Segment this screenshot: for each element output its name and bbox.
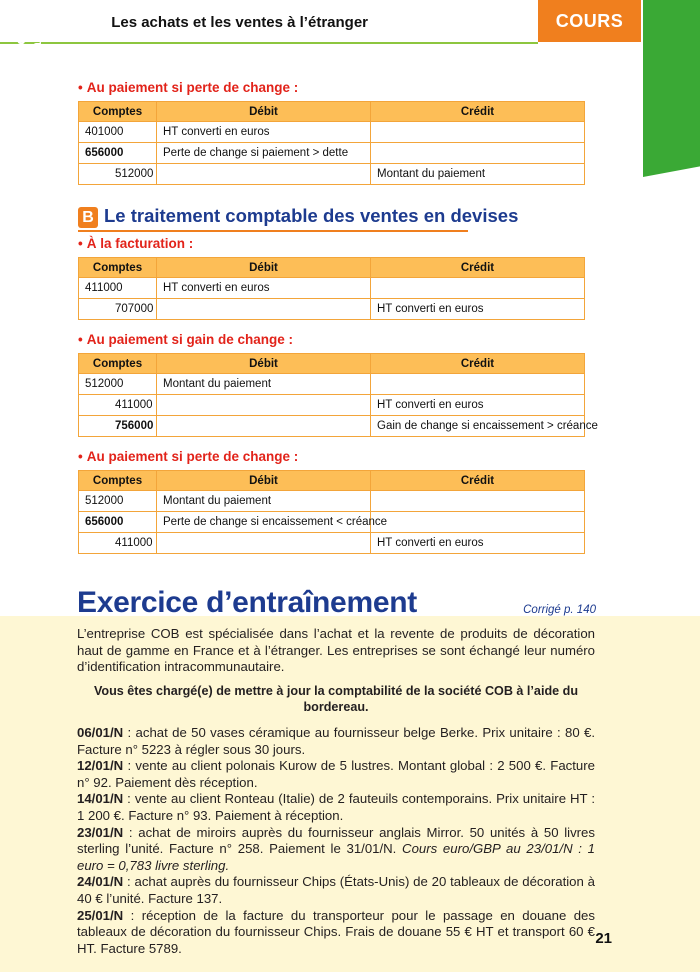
cell-compte: 411000 — [79, 395, 157, 416]
side-tab — [643, 0, 700, 177]
section-label-perte-achat — [78, 80, 298, 95]
entry-text: : achat de 50 vases céramique au fournisseur belge Berke. Prix unitaire : 80 €. Facture n° 5223 à régler sous 30 jours. — [77, 724, 595, 757]
bullet-icon: • — [78, 449, 83, 464]
section-b-title: Le traitement comptable des ventes en devises — [104, 205, 519, 226]
list-item — [77, 908, 595, 958]
col-header-comptes: Comptes — [79, 258, 157, 278]
entry-text: : réception de la facture du transporteur pour le passage en douane des tableaux de décoration du fournisseur Chips. Frais de douane 55 € HT et transport 60 € HT. Facture 5789. — [77, 907, 595, 956]
cell-compte: 411000 — [79, 278, 157, 299]
table-row — [79, 278, 585, 299]
section-b-badge: B — [78, 207, 98, 228]
table-facturation — [78, 257, 585, 320]
cell-credit: HT converti en euros — [371, 395, 585, 416]
cell-debit: HT converti en euros — [157, 278, 371, 299]
cell-debit — [157, 164, 371, 185]
table-perte-vente — [78, 470, 585, 554]
cell-compte: 656000 — [79, 512, 157, 533]
corrige-reference: Corrigé p. 140 — [523, 604, 596, 616]
entry-date: 12/01/N — [77, 758, 124, 774]
cell-debit: Perte de change si encaissement < créance — [157, 512, 371, 533]
side-tab-line-1: Opér. comptables, — [12, 25, 28, 147]
cell-compte: 411000 — [79, 533, 157, 554]
entry-text: : vente au client Ronteau (Italie) de 2 fauteuils contemporains. Prix unitaire HT : 1 200 €. Facture n° 93. Paiement à réception. — [77, 791, 595, 823]
table-row — [79, 416, 585, 437]
section-label-text: Au paiement si gain de change : — [86, 332, 294, 347]
col-header-debit: Débit — [157, 102, 371, 122]
entry-date: 06/01/N — [77, 724, 124, 740]
entry-date: 24/01/N — [77, 874, 124, 890]
table-row — [79, 299, 585, 320]
cell-credit — [371, 143, 585, 164]
table-row — [79, 533, 585, 554]
table-header-row — [79, 471, 585, 491]
table-row — [79, 143, 585, 164]
list-item — [77, 874, 595, 907]
section-label-text: Au paiement si perte de change : — [86, 449, 299, 464]
entry-text: : achat de miroirs auprès du fournisseur anglais Mirror. 50 unités à 50 livres sterling l’unité. Facture n° 258. Paiement le 31/01/N. — [77, 824, 595, 857]
cell-debit — [157, 533, 371, 554]
table-header-row — [79, 258, 585, 278]
list-item — [77, 791, 595, 824]
list-item — [77, 725, 595, 758]
section-label-text: À la facturation : — [86, 236, 194, 251]
section-label-facturation — [78, 236, 193, 251]
cell-compte: 707000 — [79, 299, 157, 320]
exercise-instruction: Vous êtes chargé(e) de mettre à jour la comptabilité de la société COB à l’aide du bordereau. — [93, 683, 579, 715]
col-header-comptes: Comptes — [79, 354, 157, 374]
exercise-body — [77, 626, 595, 957]
cell-debit — [157, 416, 371, 437]
table-row — [79, 395, 585, 416]
col-header-credit: Crédit — [371, 102, 585, 122]
col-header-debit: Débit — [157, 354, 371, 374]
entry-exchange-rate: Cours euro/GBP au 23/01/N : 1 euro = 0,783 livre sterling. — [77, 841, 595, 873]
cell-credit: HT converti en euros — [371, 533, 585, 554]
col-header-debit: Débit — [157, 258, 371, 278]
list-item — [77, 758, 595, 791]
entry-text: : vente au client polonais Kurow de 5 lustres. Montant global : 2 500 €. Facture n° 92. Paiement dès réception. — [77, 758, 595, 790]
cell-compte: 512000 — [79, 374, 157, 395]
exercise-intro: L’entreprise COB est spécialisée dans l’achat et la revente de produits de décoration haut de gamme en France et à l’étranger. Les entreprises se sont échangé leur numéro d’identification intracommunautaire. — [77, 626, 595, 675]
cell-debit: Montant du paiement — [157, 491, 371, 512]
entry-date: 25/01/N — [77, 907, 124, 923]
cell-compte: 512000 — [79, 491, 157, 512]
entry-text: : achat auprès du fournisseur Chips (États-Unis) de 20 tableaux de décoration à 40 € l’unité. Facture 137. — [77, 874, 595, 906]
chapter-title: Les achats et les ventes à l’étranger — [111, 14, 368, 31]
table-header-row — [79, 354, 585, 374]
cell-debit: HT converti en euros — [157, 122, 371, 143]
table-gain — [78, 353, 598, 437]
cell-credit — [371, 122, 585, 143]
cell-credit: HT converti en euros — [371, 299, 585, 320]
section-b-rule — [78, 230, 468, 232]
table-row — [79, 512, 585, 533]
col-header-credit: Crédit — [371, 354, 585, 374]
cell-credit — [371, 278, 585, 299]
header-rule — [0, 42, 538, 44]
bullet-icon: • — [78, 332, 83, 347]
side-tab-line-2: fiscales et sociales — [28, 22, 44, 150]
cell-debit: Montant du paiement — [157, 374, 371, 395]
cell-compte: 656000 — [79, 143, 157, 164]
col-header-comptes: Comptes — [79, 102, 157, 122]
page-number: 21 — [595, 930, 612, 947]
cours-tab: COURS — [538, 0, 641, 42]
cell-credit: Montant du paiement — [371, 164, 585, 185]
header-bar — [0, 0, 538, 42]
section-label-text: Au paiement si perte de change : — [86, 80, 299, 95]
cell-compte: 756000 — [79, 416, 157, 437]
entry-date: 14/01/N — [77, 791, 124, 807]
table-header-row — [79, 102, 585, 122]
cell-compte: 512000 — [79, 164, 157, 185]
table-row — [79, 491, 585, 512]
bullet-icon: • — [78, 80, 83, 95]
cell-compte: 401000 — [79, 122, 157, 143]
cell-credit — [371, 512, 585, 533]
col-header-debit: Débit — [157, 471, 371, 491]
exercise-title: Exercice d’entraînement — [77, 586, 417, 619]
col-header-credit: Crédit — [371, 471, 585, 491]
table-row — [79, 164, 585, 185]
side-tab-label — [12, 1, 44, 171]
cell-credit — [371, 491, 585, 512]
cell-debit: Perte de change si paiement > dette — [157, 143, 371, 164]
table-row — [79, 122, 585, 143]
section-label-gain — [78, 332, 293, 347]
entry-date: 23/01/N — [77, 824, 124, 840]
table-row — [79, 374, 585, 395]
list-item — [77, 825, 595, 875]
cell-credit: Gain de change si encaissement > créance — [371, 416, 585, 437]
table-perte-achat — [78, 101, 585, 185]
col-header-credit: Crédit — [371, 258, 585, 278]
cell-debit — [157, 299, 371, 320]
cell-debit — [157, 395, 371, 416]
col-header-comptes: Comptes — [79, 471, 157, 491]
bullet-icon: • — [78, 236, 83, 251]
section-label-perte-vente — [78, 449, 298, 464]
cell-credit — [371, 374, 585, 395]
